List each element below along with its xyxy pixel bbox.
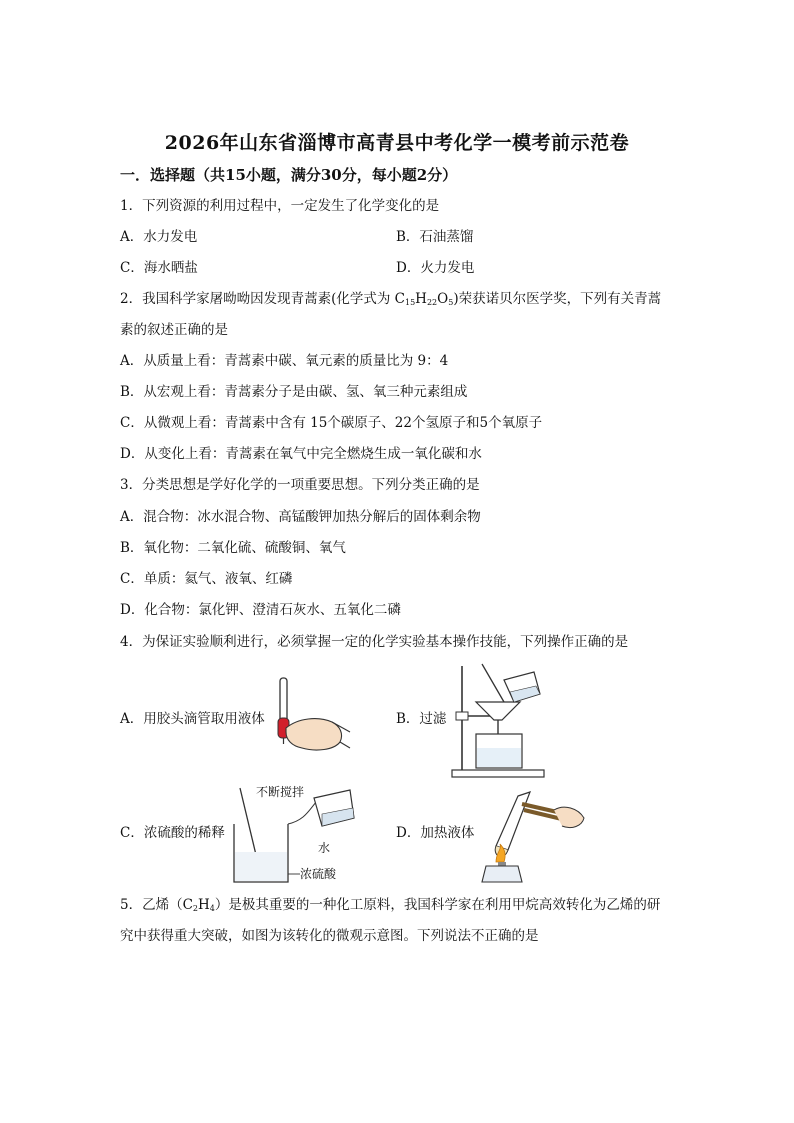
question-4-option-b[interactable]: B．过滤 [396, 711, 447, 727]
question-4-option-a[interactable]: A．用胶头滴管取用液体 [120, 711, 265, 727]
question-4-option-c[interactable]: C．浓硫酸的稀释 [120, 825, 225, 841]
question-1-option-b[interactable]: B．石油蒸馏 [396, 229, 474, 245]
question-1-option-d[interactable]: D．火力发电 [396, 260, 475, 276]
question-3-option-c[interactable]: C．单质：氦气、液氧、红磷 [120, 571, 293, 587]
question-2-option-b[interactable]: B．从宏观上看：青蒿素分子是由碳、氢、氧三种元素组成 [120, 384, 468, 400]
exam-title: 2026年山东省淄博市高青县中考化学一模考前示范卷 [164, 132, 630, 154]
question-2-stem-cont: 素的叙述正确的是 [120, 322, 228, 338]
question-5-stem: 5．乙烯$(C_2H_4)$是极其重要的一种化工原料，我国科学家在利用甲烷高效转化为乙烯的研 [120, 897, 661, 913]
question-1-option-c[interactable]: C．海水晒盐 [120, 260, 198, 276]
water-label: 水 [318, 841, 331, 855]
question-3-option-a[interactable]: A．混合物：冰水混合物、高锰酸钾加热分解后的固体剩余物 [120, 509, 481, 525]
heating-liquid-figure [478, 786, 588, 886]
question-2-option-c[interactable]: C．从微观上看：青蒿素中含有 15个碳原子、22个氢原子和5个氧原子 [120, 415, 543, 431]
question-4-stem: 4．为保证实验顺利进行，必须掌握一定的化学实验基本操作技能，下列操作正确的是 [120, 634, 629, 650]
question-1-option-a[interactable]: A．水力发电 [120, 229, 198, 245]
question-4-option-d[interactable]: D．加热液体 [396, 825, 475, 841]
question-5-stem-cont: 究中获得重大突破，如图为该转化的微观示意图。下列说法不正确的是 [120, 928, 539, 944]
filtration-figure [448, 662, 558, 780]
question-3-option-d[interactable]: D．化合物：氯化钾、澄清石灰水、五氧化二磷 [120, 602, 401, 618]
acid-dilution-figure [226, 780, 356, 888]
stir-label: 不断搅拌 [256, 785, 305, 799]
question-2-stem: 2．我国科学家屠呦呦因发现青蒿素(化学式为 $C_{15}H_{22}O_5$)荣获诺贝尔医学奖，下列有关青蒿 [120, 291, 662, 307]
question-1-stem: 1．下列资源的利用过程中，一定发生了化学变化的是 [120, 198, 440, 214]
question-2-option-d[interactable]: D．从变化上看：青蒿素在氧气中完全燃烧生成一氧化碳和水 [120, 446, 482, 462]
dropper-hand-figure [268, 672, 352, 760]
question-3-stem: 3．分类思想是学好化学的一项重要思想。下列分类正确的是 [120, 477, 480, 493]
question-2-option-a[interactable]: A．从质量上看：青蒿素中碳、氧元素的质量比为 9：4 [120, 353, 449, 369]
section-heading: 一．选择题（共15小题，满分30分，每小题2分） [120, 166, 458, 184]
question-3-option-b[interactable]: B．氧化物：二氧化硫、硫酸铜、氧气 [120, 540, 346, 556]
acid-label: 浓硫酸 [300, 867, 337, 881]
